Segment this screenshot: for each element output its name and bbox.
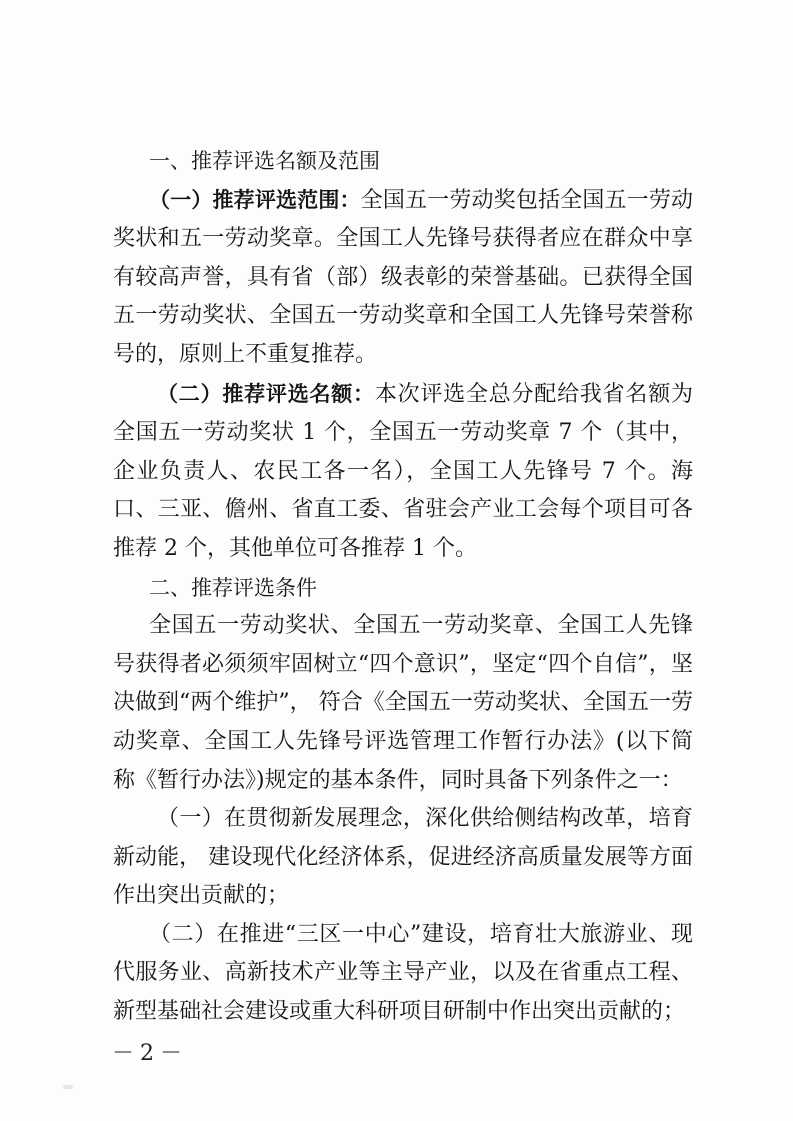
section1-paragraph-scope xyxy=(113,181,693,375)
scan-speck xyxy=(63,1085,73,1089)
quota-label: （二）推荐评选名额： xyxy=(157,381,375,406)
section2-item-2: （二）在推进“三区一中心”建设，培育壮大旅游业、现代服务业、高新技术产业等主导产业，以及在省重点工程、新型基础社会建设或重大科研项目研制中作出突出贡献的； xyxy=(113,921,693,1025)
quota-text: 本次评选全总分配给我省名额为全国五一劳动奖状 1 个，全国五一劳动奖章 7 个（其中，企业负责人、农民工各一名），全国工人先锋号 7 个。海口、三亚、儋州、省直工委、省驻会产业工会每个项目可各推荐 2 个，其他单位可各推荐 1 个。 xyxy=(113,381,693,561)
scope-text: 全国五一劳动奖包括全国五一劳动奖状和五一劳动奖章。全国工人先锋号获得者应在群众中享有较高声誉，具有省（部）级表彰的荣誉基础。已获得全国五一劳动奖状、全国五一劳动奖章和全国工人先锋号荣誉称号的，原则上不重复推荐。 xyxy=(113,187,693,367)
section2-item-1: （一）在贯彻新发展理念，深化供给侧结构改革，培育新动能， 建设现代化经济体系，促进经济高质量发展等方面作出突出贡献的； xyxy=(113,806,693,909)
section1-paragraph-quota xyxy=(113,375,693,569)
page-number: －2－ xyxy=(112,1041,188,1066)
section2-intro: 全国五一劳动奖状、全国五一劳动奖章、全国工人先锋号获得者必须须牢固树立“四个意识”，坚定“四个自信”，坚决做到“两个维护”， 符合《全国五一劳动奖状、全国五一劳动奖章、全国工人先锋号评选管理工作暂行办法》(以下简称《暂行办法》)规定的基本条件，同时具备下列条件之一： xyxy=(113,613,693,793)
section2-heading: 二、推荐评选条件 xyxy=(149,575,317,600)
section1-heading: 一、推荐评选名额及范围 xyxy=(149,149,380,173)
document-body xyxy=(113,142,693,1032)
scope-label: （一）推荐评选范围： xyxy=(149,187,361,212)
